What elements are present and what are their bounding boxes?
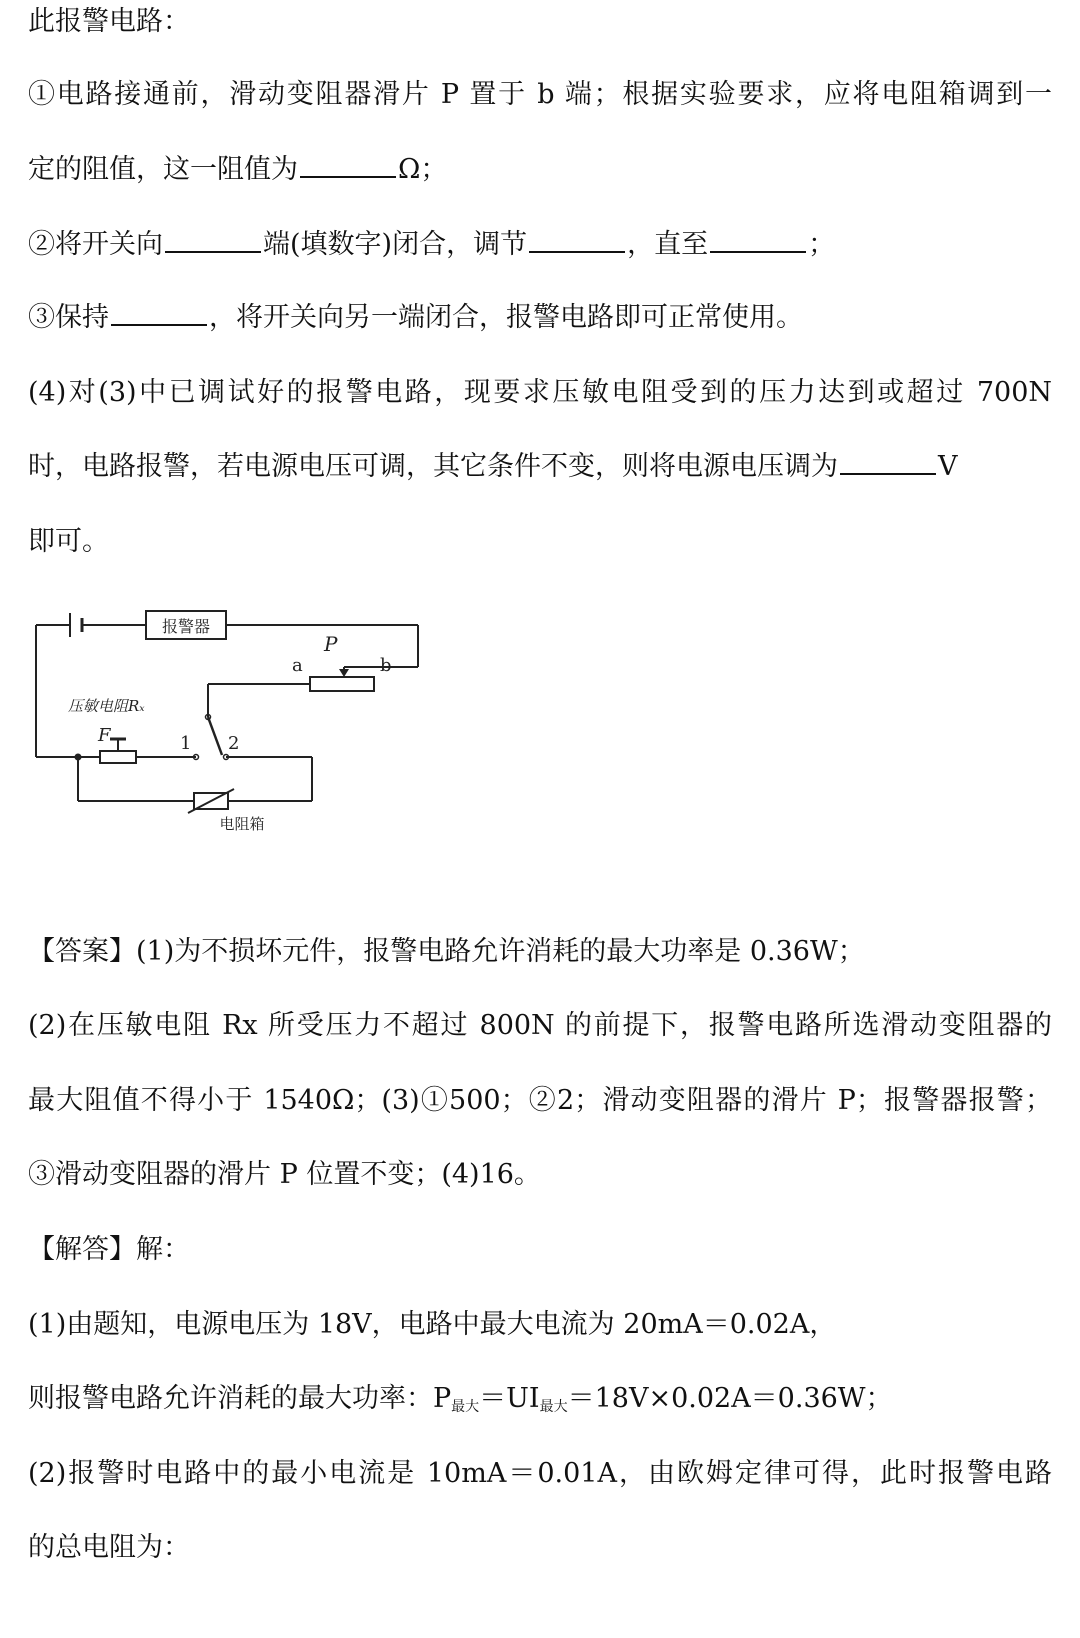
step4-line1: (4)对(3)中已调试好的报警电路，现要求压敏电阻受到的压力达到或超过 700N xyxy=(28,377,1052,408)
solution-ui: ＝UI xyxy=(479,1383,540,1414)
step3-text-a: ③保持 xyxy=(28,302,109,333)
resistance-box-label: 电阻箱 xyxy=(219,815,265,833)
rx-body xyxy=(100,751,136,763)
circuit-diagram xyxy=(30,605,430,845)
subscript-max-1: 最大 xyxy=(451,1399,480,1415)
solution-line3: (2)报警时电路中的最小电流是 10mA＝0.01A，由欧姆定律可得，此时报警电路 xyxy=(28,1458,1052,1489)
solution-line2 xyxy=(28,1379,1052,1419)
step3-text-b: ，将开关向另一端闭合，报警电路即可正常使用。 xyxy=(209,302,803,333)
step3-line xyxy=(28,298,1052,338)
question-intro: 此报警电路： xyxy=(28,6,190,37)
switch-label-1: 1 xyxy=(180,733,192,754)
alarm-label: 报警器 xyxy=(161,617,211,636)
force-label: F xyxy=(98,725,111,746)
step2-text-c: ，直至 xyxy=(627,229,709,260)
step1-text: 定的阻值，这一阻值为 xyxy=(28,154,298,185)
slider-arrow xyxy=(339,669,349,677)
answer-blank-resistance[interactable] xyxy=(300,152,396,178)
step1-line2 xyxy=(28,150,1052,190)
step1-line1: ①电路接通前，滑动变阻器滑片 P 置于 b 端；根据实验要求，应将电阻箱调到一 xyxy=(28,79,1052,110)
answer-line1: 【答案】(1)为不损坏元件，报警电路允许消耗的最大功率是 0.36W； xyxy=(28,936,865,967)
answer-blank-keep[interactable] xyxy=(111,300,207,326)
answer-line2: (2)在压敏电阻 Rx 所受压力不超过 800N 的前提下，报警电路所选滑动变阻器的 xyxy=(28,1010,1052,1041)
step4-text: 时，电路报警，若电源电压可调，其它条件不变，则将电源电压调为 xyxy=(28,451,838,482)
rx-label: 压敏电阻Rₓ xyxy=(68,697,145,715)
step1-unit: Ω； xyxy=(398,154,448,185)
switch-blade xyxy=(208,717,222,755)
answer-blank-adjust[interactable] xyxy=(529,227,625,253)
switch-label-2: 2 xyxy=(228,733,240,754)
step2-text-a: ②将开关向 xyxy=(28,229,163,260)
solution-line4: 的总电阻为： xyxy=(28,1532,190,1563)
answer-blank-voltage[interactable] xyxy=(840,449,936,475)
solution-power-result: ＝18V×0.02A＝0.36W； xyxy=(567,1383,893,1414)
junction-dot xyxy=(75,754,82,761)
slider-p-label: P xyxy=(324,632,338,656)
answer-blank-switch[interactable] xyxy=(165,227,261,253)
step4-line2 xyxy=(28,447,1052,487)
terminal-a-label: a xyxy=(292,655,303,676)
subscript-max-2: 最大 xyxy=(539,1399,568,1415)
step2-text-b: 端(填数字)闭合，调节 xyxy=(263,229,528,260)
solution-line1: (1)由题知，电源电压为 18V，电路中最大电流为 20mA＝0.02A， xyxy=(28,1309,837,1340)
step4-line3: 即可。 xyxy=(28,526,109,557)
solution-power-label: 则报警电路允许消耗的最大功率：P xyxy=(28,1383,452,1414)
answer-line4: ③滑动变阻器的滑片 P 位置不变；(4)16。 xyxy=(28,1159,541,1190)
step2-text-d: ； xyxy=(808,229,836,260)
answer-line3: 最大阻值不得小于 1540Ω；(3)①500；②2；滑动变阻器的滑片 P；报警器报警； xyxy=(28,1085,1052,1116)
rheostat-body xyxy=(310,677,374,691)
step4-unit: V xyxy=(938,451,958,482)
step2-line xyxy=(28,225,1052,265)
answer-blank-until[interactable] xyxy=(710,227,806,253)
solution-head: 【解答】解： xyxy=(28,1234,190,1265)
terminal-b-label: b xyxy=(380,655,392,676)
